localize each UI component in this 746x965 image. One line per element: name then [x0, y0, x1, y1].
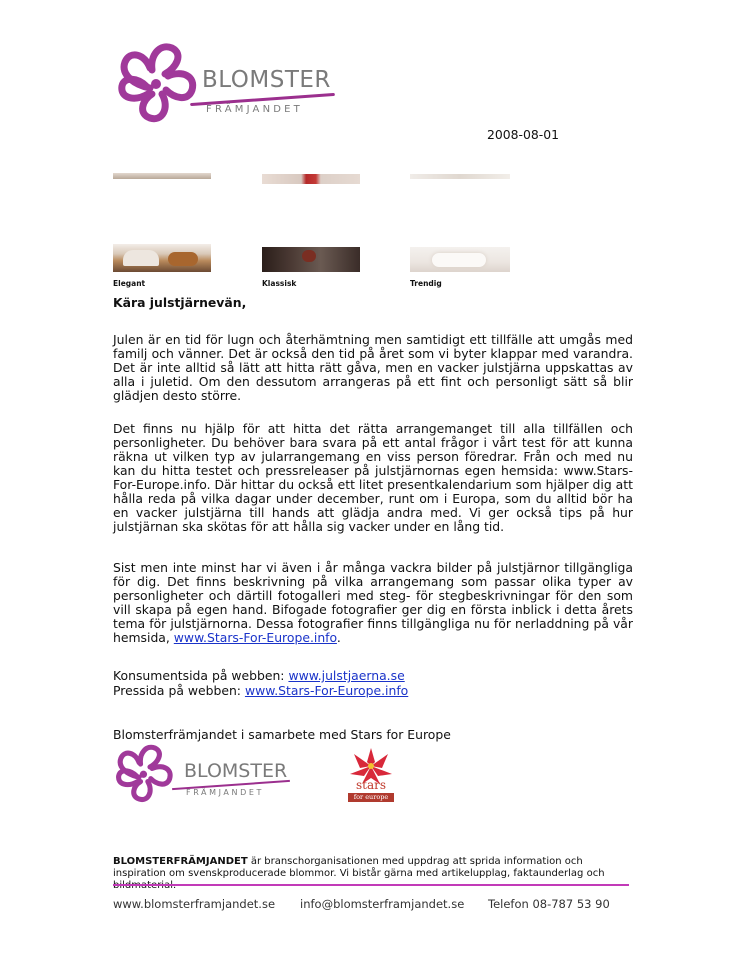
footer-phone: Telefon 08-787 53 90 — [488, 897, 610, 911]
photo-elegant — [113, 244, 211, 272]
flower-logo-small-icon — [110, 740, 190, 810]
photo-trendig — [410, 247, 510, 272]
photo-klassisk-top — [262, 174, 360, 184]
letter-greeting: Kära julstjärnevän, — [113, 295, 247, 310]
logo-sub-text: FRÄMJANDET — [206, 104, 303, 115]
stars-for-europe-logo — [342, 746, 400, 802]
consumer-site-line — [113, 669, 405, 683]
julstjaerna-link[interactable]: www.julstjaerna.se — [288, 668, 405, 683]
letter-paragraph-2: Det finns nu hjälp för att hitta det rätta arrangemanget till alla tillfällen och personligheter. Du behöver bara svara på ett antal frågor i vårt test för att kunna räkna ut vilken typ av jularrangemang en viss person föredrar. Från och med nu kan du hitta testet och pressreleaser på julstjärnornas egen hemsida: www.Stars-For-Europe.info. Där hittar du också ett litet presentkalendarium som hjälper dig att hålla reda på vilka dagar under december, runt om i Europa, som du alltid bör ha en vacker julstjärna till hands att glädja andra med. Vi ger också tips på hur julstjärnan ska skötas för att hålla sig vacker under en lång tid. — [113, 421, 633, 534]
stars-logo-word: stars — [355, 778, 387, 792]
photo-trendig-top — [410, 174, 510, 179]
stars-logo-band: for europe — [348, 793, 394, 802]
consumer-site-label: Konsumentsida på webben: — [113, 668, 285, 683]
footer-website[interactable]: www.blomsterframjandet.se — [113, 897, 276, 911]
blomster-logo — [110, 40, 340, 130]
letter-paragraph-3-end: . — [336, 630, 341, 645]
photo-caption-klassisk: Klassisk — [262, 279, 297, 288]
stars-for-europe-link[interactable]: www.Stars-For-Europe.info — [173, 630, 337, 645]
footer-org-text: är branschorganisationen med uppdrag att sprida information och inspiration om svenskproducerade blommor. Vi bistår gärna med artikelupplag, faktaunderlag och — [113, 856, 605, 879]
logo-small-main-text: BLOMSTER — [184, 760, 288, 782]
footer-about — [113, 856, 633, 892]
signature-line: Blomsterfrämjandet i samarbete med Stars for Europe — [113, 727, 451, 742]
footer-org-name: BLOMSTERFRÄMJANDET — [113, 856, 248, 867]
letter-paragraph-3 — [113, 561, 633, 645]
logo-small-sub-text: FRÄMJANDET — [186, 788, 264, 797]
photo-caption-trendig: Trendig — [410, 279, 442, 288]
letter-date: 2008-08-01 — [487, 127, 560, 142]
letter-paragraph-3-text: Sist men inte minst har vi även i år många vackra bilder på julstjärnor tillgängliga för dig. Det finns beskrivning på vilka arrangemang som passar olika typer av personligheter och därtill fotogalleri med steg- för stegbeskrivningar för den som vill skapa på egen hand. Bifogade fotografier ger dig en första inblick i detta årets tema för julstjärnorna. Dessa fotografier finns tillgängliga nu för nerladdning på vår hemsida, — [113, 560, 633, 645]
press-site-label: Pressida på webben: — [113, 683, 241, 698]
press-site-line — [113, 684, 408, 698]
letter-paragraph-1: Julen är en tid för lugn och återhämtning men samtidigt ett tillfälle att umgås med familj och vänner. Det är också den tid på året som vi byter klappar med varandra. Det är inte alltid så lätt att hitta rätt gåva, men en vacker julstjärna uppskattas av alla i juletid. Om den dessutom arrangeras på ett fint och personligt sätt så blir glädjen desto större. — [113, 332, 633, 403]
photo-klassisk — [262, 247, 360, 272]
press-site-link[interactable]: www.Stars-For-Europe.info — [244, 683, 409, 698]
logo-main-text: BLOMSTER — [202, 67, 331, 93]
blomster-logo-small — [110, 740, 310, 810]
photo-caption-elegant: Elegant — [113, 279, 146, 288]
photo-elegant-top — [113, 173, 211, 179]
footer-email[interactable]: info@blomsterframjandet.se — [300, 897, 465, 911]
footer-rule — [113, 884, 629, 886]
